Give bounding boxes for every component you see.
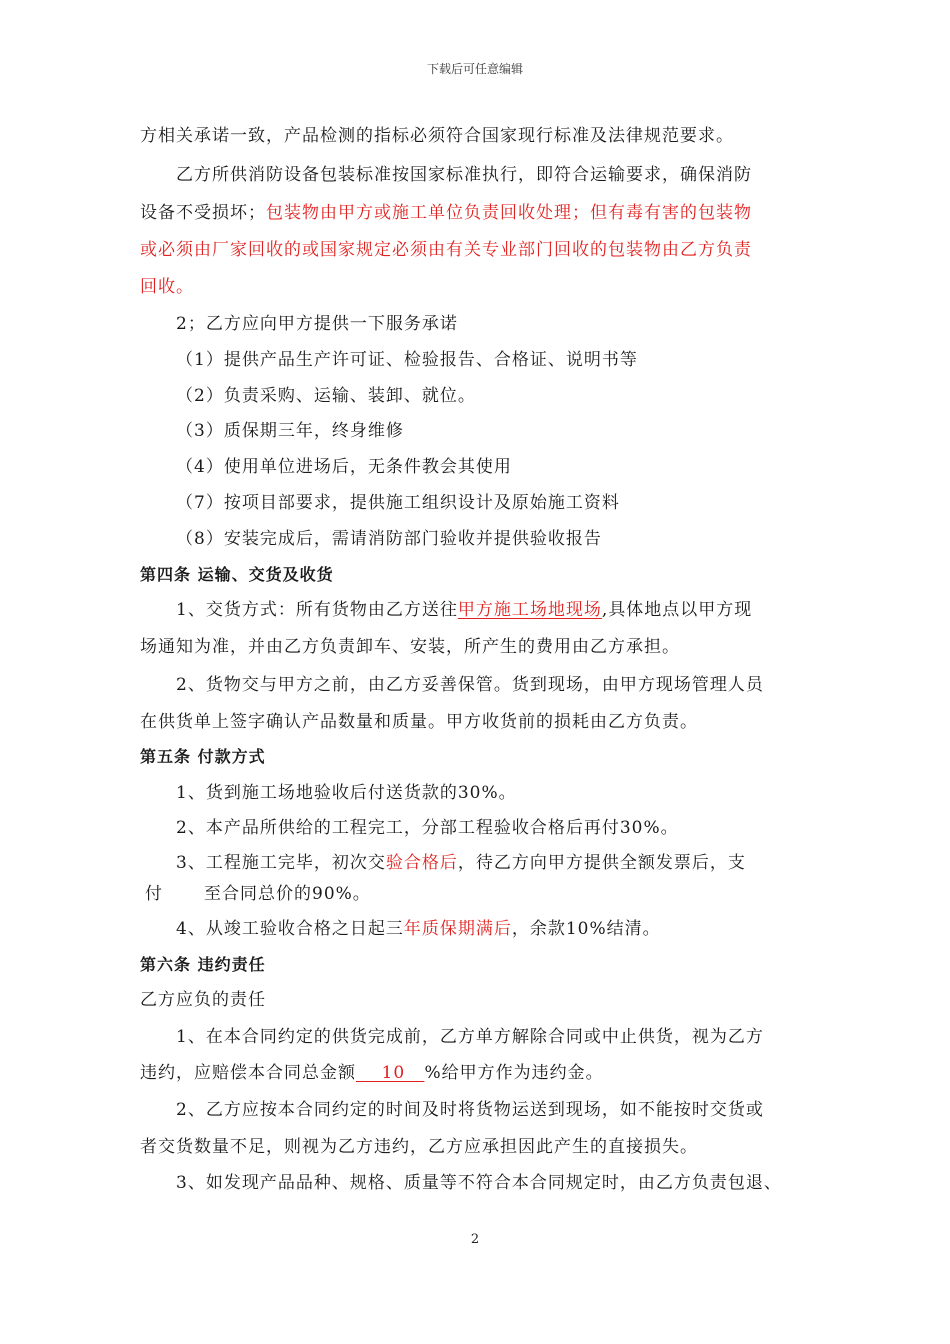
highlighted-text-line: 或必须由厂家回收的或国家规定必须由有关专业部门回收的包装物由乙方负责	[140, 240, 752, 260]
text-span: %给甲方作为违约金。	[424, 1063, 604, 1083]
highlighted-text: 年质保期满后	[403, 919, 512, 939]
text-line	[140, 1063, 604, 1083]
highlighted-text: 验合格后	[385, 853, 458, 873]
section-heading: 第四条 运输、交货及收货	[140, 565, 334, 584]
list-item: （4）使用单位进场后，无条件教会其使用	[176, 457, 512, 477]
text-span: 3、工程施工完毕，初次交	[176, 853, 386, 873]
text-line	[176, 853, 746, 873]
underlined-value: 10	[356, 1063, 425, 1083]
text-line	[140, 203, 752, 223]
text-span: ,具体地点以甲方现	[601, 600, 753, 620]
list-item: （1）提供产品生产许可证、检验报告、合格证、说明书等	[176, 350, 638, 370]
text-span: ，余款10%结清。	[511, 919, 661, 939]
list-item: （8）安装完成后，需请消防部门验收并提供验收报告	[176, 529, 602, 549]
highlighted-text: 包装物由甲方或施工单位负责回收处理；但有毒有害的包装物	[266, 203, 752, 223]
text-line: 方相关承诺一致，产品检测的指标必须符合国家现行标准及法律规范要求。	[140, 126, 734, 146]
text-span: 4、从竣工验收合格之日起三	[176, 919, 404, 939]
page-number: 2	[470, 1232, 480, 1247]
text-span: 1、交货方式：所有货物由乙方送往	[176, 600, 458, 620]
text-line	[176, 600, 752, 620]
text-line: 2、乙方应按本合同约定的时间及时将货物运送到现场，如不能按时交货或	[176, 1100, 764, 1120]
text-line: 乙方所供消防设备包装标准按国家标准执行，即符合运输要求，确保消防	[176, 165, 752, 185]
list-item: （3）质保期三年，终身维修	[176, 421, 404, 441]
text-span: 设备不受损坏；	[140, 203, 266, 223]
text-span: ，待乙方向甲方提供全额发票后，支	[457, 853, 746, 873]
text-span: 违约，应赔偿本合同总金额	[140, 1063, 356, 1083]
section-heading: 第六条 违约责任	[140, 955, 266, 974]
text-line: 2；乙方应向甲方提供一下服务承诺	[176, 314, 458, 334]
text-line: 2、货物交与甲方之前，由乙方妥善保管。货到现场，由甲方现场管理人员	[176, 675, 764, 695]
text-line: 者交货数量不足，则视为乙方违约，乙方应承担因此产生的直接损失。	[140, 1137, 698, 1157]
text-line: 3、如发现产品品种、规格、质量等不符合本合同规定时，由乙方负责包退、	[176, 1173, 782, 1193]
text-line: 1、在本合同约定的供货完成前，乙方单方解除合同或中止供货，视为乙方	[176, 1027, 764, 1047]
list-item: （7）按项目部要求，提供施工组织设计及原始施工资料	[176, 493, 620, 513]
text-line: 2、本产品所供给的工程完工，分部工程验收合格后再付30%。	[176, 818, 679, 838]
highlighted-text-line: 回收。	[140, 277, 194, 297]
section-heading: 第五条 付款方式	[140, 747, 266, 766]
text-line: 场通知为准，并由乙方负责卸车、安装，所产生的费用由乙方承担。	[140, 637, 680, 657]
page-header: 下载后可任意编辑	[426, 62, 523, 76]
text-line: 在供货单上签字确认产品数量和质量。甲方收货前的损耗由乙方负责。	[140, 712, 698, 732]
text-line: 乙方应负的责任	[140, 990, 266, 1010]
highlighted-text: 甲方施工场地现场	[457, 600, 602, 620]
text-line: 至合同总价的90%。	[204, 884, 371, 904]
text-line: 1、货到施工场地验收后付送货款的30%。	[176, 783, 517, 803]
text-line: 付	[145, 884, 163, 904]
list-item: （2）负责采购、运输、装卸、就位。	[176, 386, 476, 406]
text-line	[176, 919, 661, 939]
